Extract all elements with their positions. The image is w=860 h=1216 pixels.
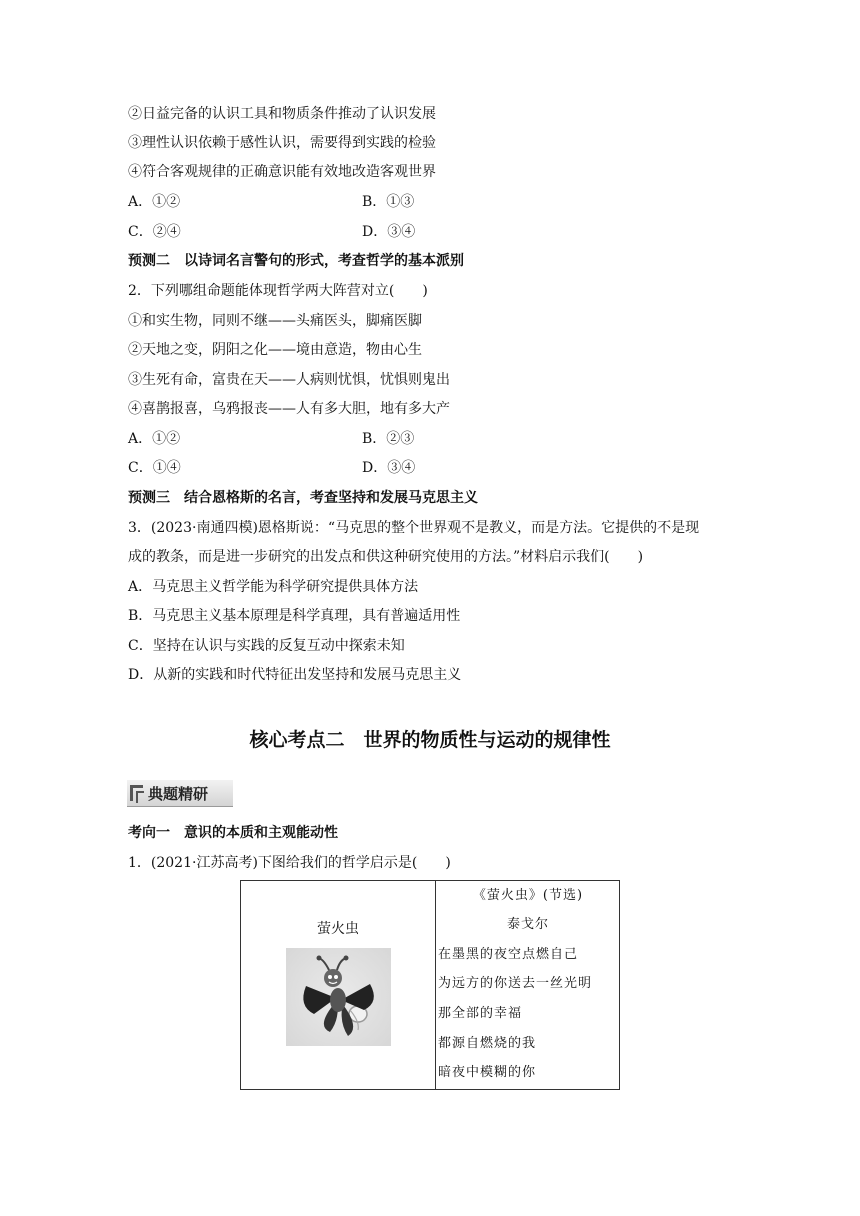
q2-question: 2．下列哪组命题能体现哲学两大阵营对立( ) — [128, 283, 428, 299]
q3-option-a: A．马克思主义哲学能为科学研究提供具体方法 — [128, 579, 419, 595]
poem-line-2: 为远方的你送去一丝光明 — [438, 976, 593, 991]
q1-answer-d: D．③④ — [362, 224, 416, 240]
poem-line-3: 那全部的幸福 — [438, 1006, 523, 1021]
q1-answer-c: C．②④ — [128, 224, 181, 240]
section-title: 核心考点二 世界的物质性与运动的规律性 — [249, 729, 611, 751]
figure-caption: 萤火虫 — [317, 921, 359, 937]
q1-option-3: ③理性认识依赖于感性认识，需要得到实践的检验 — [128, 135, 436, 151]
q1-answer-a: A．①② — [128, 194, 181, 210]
forecast2-heading: 预测二 以诗词名言警句的形式，考查哲学的基本派别 — [128, 253, 464, 269]
banner-label: 典题精研 — [148, 785, 209, 803]
q2-answer-c: C．①④ — [128, 460, 181, 476]
q1-option-2: ②日益完备的认识工具和物质条件推动了认识发展 — [128, 106, 436, 122]
s2-q1-question: 1．(2021·江苏高考)下图给我们的哲学启示是( ) — [128, 855, 451, 871]
q2-item-2: ②天地之变，阴阳之化——境由意造，物由心生 — [128, 342, 422, 358]
q2-answer-a: A．①② — [128, 431, 181, 447]
firefly-illustration-icon — [286, 948, 391, 1046]
poem-line-5: 暗夜中模糊的你 — [438, 1065, 537, 1080]
q3-option-b: B．马克思主义基本原理是科学真理，具有普遍适用性 — [128, 608, 461, 624]
q2-item-4: ④喜鹊报喜，乌鸦报丧——人有多大胆，地有多大产 — [128, 401, 450, 417]
q3-option-c: C．坚持在认识与实践的反复互动中探索未知 — [128, 638, 405, 654]
poem-line-1: 在墨黑的夜空点燃自己 — [438, 947, 579, 962]
banner-bracket-icon — [130, 785, 143, 801]
q2-item-1: ①和实生物，同则不继——头痛医头，脚痛医脚 — [128, 313, 422, 329]
q1-option-4: ④符合客观规律的正确意识能有效地改造客观世界 — [128, 164, 436, 180]
q2-answer-d: D．③④ — [362, 460, 416, 476]
section-banner — [127, 780, 233, 807]
direction-heading: 考向一 意识的本质和主观能动性 — [128, 825, 338, 841]
poem-title: 《萤火虫》(节选) — [472, 888, 584, 903]
forecast3-heading: 预测三 结合恩格斯的名言，考查坚持和发展马克思主义 — [128, 490, 478, 506]
q1-answer-b: B．①③ — [362, 194, 415, 210]
table-divider — [435, 881, 436, 1089]
q2-answer-b: B．②③ — [362, 431, 415, 447]
figure-table — [240, 880, 620, 1090]
poem-author: 泰戈尔 — [506, 917, 549, 932]
poem-line-4: 都源自燃烧的我 — [438, 1036, 537, 1051]
q3-question-line2: 成的教条，而是进一步研究的出发点和供这种研究使用的方法。”材料启示我们( ) — [128, 549, 644, 565]
q3-question-line1: 3．(2023·南通四模)恩格斯说：“马克思的整个世界观不是教义，而是方法。它提供的不是现 — [128, 520, 700, 536]
q2-item-3: ③生死有命，富贵在天——人病则忧惧，忧惧则鬼出 — [128, 372, 450, 388]
q3-option-d: D．从新的实践和时代特征出发坚持和发展马克思主义 — [128, 667, 462, 683]
